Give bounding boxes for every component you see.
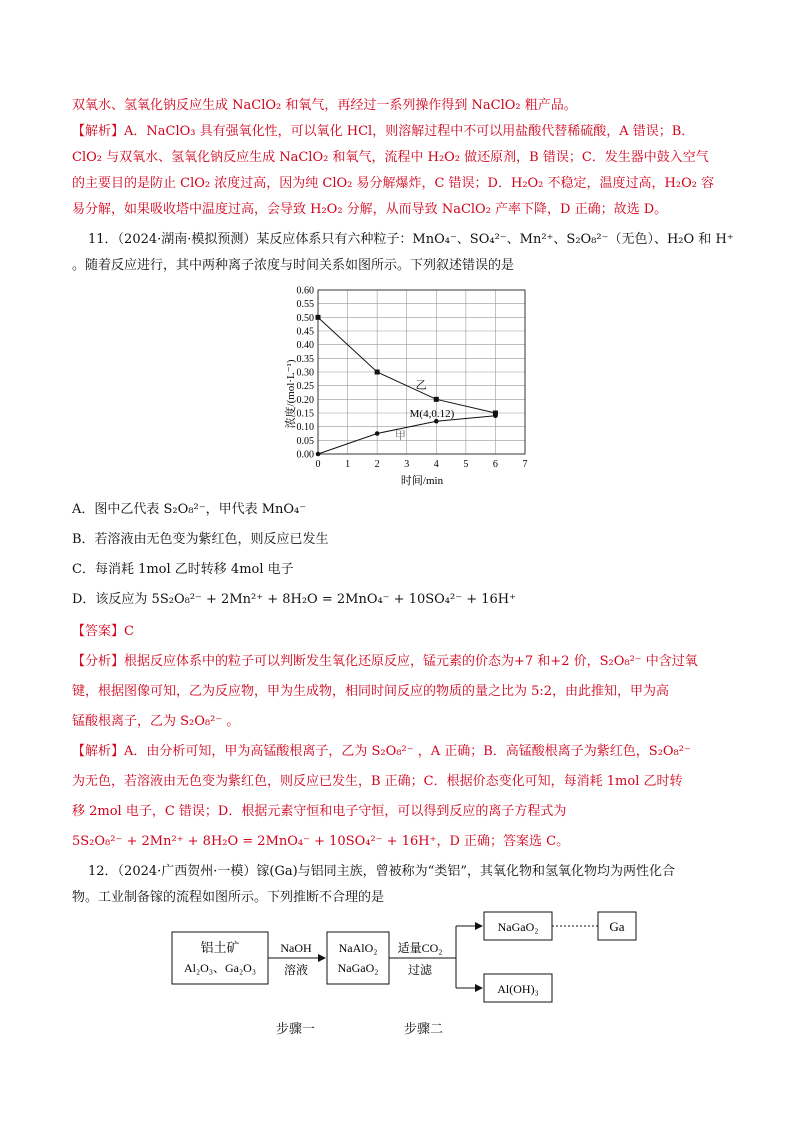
gallium-process-flowchart bbox=[170, 900, 650, 1010]
y-tick-label: 0.15 bbox=[296, 408, 314, 420]
answer-line: 【答案】C bbox=[72, 624, 134, 639]
y-tick-label: 0.10 bbox=[296, 422, 314, 434]
analysis-line: 易分解，如果吸收塔中温度过高，会导致 H₂O₂ 分解，从而导致 NaClO₂ 产率下降，D 正确；故选 D。 bbox=[72, 202, 668, 217]
question-12-stem-cont: 物。工业制备镓的流程如图所示。下列推断不合理的是 bbox=[72, 890, 385, 905]
x-tick-label: 6 bbox=[492, 459, 498, 470]
explanation-line: 移 2mol 电子，C 错误；D．根据元素守恒和电子守恒，可以得到反应的离子方程式为 bbox=[72, 804, 567, 819]
series-label: 乙 bbox=[415, 379, 427, 392]
explanation-line: 5S₂O₈²⁻ + 2Mn²⁺ + 8H₂O = 2MnO₄⁻ + 10SO₄²⁻ + 16H⁺，D 正确；答案选 C。 bbox=[72, 834, 570, 849]
question-11-stem: 11．（2024·湖南·模拟预测）某反应体系只有六种粒子：MnO₄⁻、SO₄²⁻、Mn²⁺、S₂O₈²⁻（无色）、H₂O 和 H⁺ bbox=[88, 232, 734, 247]
y-tick-label: 0.35 bbox=[296, 353, 314, 365]
flow-box-ga-label: Ga bbox=[609, 919, 625, 934]
flow-box-bauxite-line2: Al₂O₃、Ga₂O₃ bbox=[183, 961, 257, 975]
option-c: C．每消耗 1mol 乙时转移 4mol 电子 bbox=[72, 562, 294, 577]
flow-box-nagao2-label: NaGaO₂ bbox=[497, 920, 539, 934]
analysis-line: 锰酸根离子，乙为 S₂O₈²⁻ 。 bbox=[72, 714, 240, 729]
flow-arrow-1-top: NaOH bbox=[280, 941, 312, 955]
step-1-label: 步骤一 bbox=[276, 1022, 316, 1037]
question-11-stem-cont: 。随着反应进行，其中两种离子浓度与时间关系如图所示。下列叙述错误的是 bbox=[72, 258, 515, 273]
flow-arrow-1-bottom: 溶液 bbox=[283, 963, 309, 977]
explanation-line: 为无色，若溶液由无色变为紫红色，则反应已发生，B 正确；C．根据价态变化可知，每消耗 1mol 乙时转 bbox=[72, 774, 683, 789]
x-axis-label: 时间/min bbox=[400, 475, 444, 487]
data-point-yi bbox=[375, 370, 380, 375]
x-tick-label: 7 bbox=[522, 459, 528, 470]
data-point-jia bbox=[493, 413, 498, 418]
y-tick-label: 0.45 bbox=[296, 326, 314, 338]
data-point-yi bbox=[316, 315, 321, 320]
x-tick-label: 5 bbox=[463, 459, 469, 470]
y-tick-label: 0.50 bbox=[296, 312, 314, 324]
flow-box-aloh3-label: Al(OH)₃ bbox=[497, 982, 539, 996]
series-label: 甲 bbox=[394, 429, 406, 442]
flow-box-solution-line2: NaGaO₂ bbox=[337, 961, 379, 975]
y-tick-label: 0.00 bbox=[296, 449, 314, 461]
option-d: D．该反应为 5S₂O₈²⁻ + 2Mn²⁺ + 8H₂O = 2MnO₄⁻ + 10SO₄²⁻ + 16H⁺ bbox=[72, 592, 516, 607]
question-12-stem: 12．（2024·广西贺州·一模）镓(Ga)与铝同主族，曾被称为“类铝”，其氧化物和氢氧化物均为两性化合 bbox=[88, 864, 675, 879]
analysis-line: 【分析】根据反应体系中的粒子可以判断发生氧化还原反应，锰元素的价态为+7 和+2 价，S₂O₈²⁻ 中含过氧 bbox=[72, 654, 698, 669]
flow-arrow-2-top: 适量CO₂ bbox=[397, 941, 443, 955]
x-tick-label: 4 bbox=[433, 459, 439, 470]
step-2-label: 步骤二 bbox=[404, 1022, 444, 1037]
y-tick-label: 0.25 bbox=[296, 381, 314, 393]
y-tick-label: 0.55 bbox=[296, 299, 314, 311]
data-point-jia bbox=[316, 452, 321, 457]
data-point-yi bbox=[434, 397, 439, 402]
x-tick-label: 1 bbox=[345, 459, 351, 470]
y-axis-label: 浓度/(mol·L⁻¹) bbox=[285, 359, 297, 429]
analysis-line: 键，根据图像可知，乙为反应物，甲为生成物，相同时间反应的物质的量之比为 5:2，由此推知，甲为高 bbox=[72, 684, 670, 699]
y-tick-label: 0.05 bbox=[296, 435, 314, 447]
analysis-line: 的主要目的是防止 ClO₂ 浓度过高，因为纯 ClO₂ 易分解爆炸，C 错误；D．H₂O₂ 不稳定，温度过高，H₂O₂ 容 bbox=[72, 176, 715, 191]
x-tick-label: 2 bbox=[374, 459, 380, 470]
analysis-line: 【解析】A．NaClO₃ 具有强氧化性，可以氧化 HCl，则溶解过程中不可以用盐酸代替稀硫酸，A 错误；B． bbox=[72, 124, 695, 139]
flow-arrow-2-bottom: 过滤 bbox=[407, 963, 433, 977]
option-b: B．若溶液由无色变为紫红色，则反应已发生 bbox=[72, 532, 329, 547]
y-tick-label: 0.60 bbox=[296, 285, 314, 297]
flow-box-solution-line1: NaAlO₂ bbox=[338, 941, 378, 955]
concentration-time-chart bbox=[280, 282, 536, 488]
x-tick-label: 0 bbox=[315, 459, 321, 470]
y-tick-label: 0.20 bbox=[296, 394, 314, 406]
chart-grid bbox=[318, 290, 525, 454]
flow-box-solution bbox=[327, 932, 389, 984]
data-point-jia bbox=[375, 431, 380, 436]
y-tick-label: 0.30 bbox=[296, 367, 314, 379]
chart-axes bbox=[297, 286, 528, 471]
text-line: 双氧水、氢氧化钠反应生成 NaClO₂ 和氧气，再经过一系列操作得到 NaClO₂ 粗产品。 bbox=[72, 98, 577, 113]
y-tick-label: 0.40 bbox=[296, 340, 314, 352]
analysis-line: ClO₂ 与双氧水、氢氧化钠反应生成 NaClO₂ 和氧气，流程中 H₂O₂ 做还原剂，B 错误；C．发生器中鼓入空气 bbox=[72, 150, 709, 165]
explanation-line: 【解析】A．由分析可知，甲为高锰酸根离子，乙为 S₂O₈²⁻ ，A 正确；B．高锰酸根离子为紫红色，S₂O₈²⁻ bbox=[72, 744, 691, 759]
option-a: A．图中乙代表 S₂O₈²⁻，甲代表 MnO₄⁻ bbox=[72, 502, 307, 517]
flow-box-bauxite-line1: 铝土矿 bbox=[200, 940, 240, 955]
x-tick-label: 3 bbox=[404, 459, 410, 470]
point-m-annotation: M(4,0.12) bbox=[409, 408, 455, 421]
